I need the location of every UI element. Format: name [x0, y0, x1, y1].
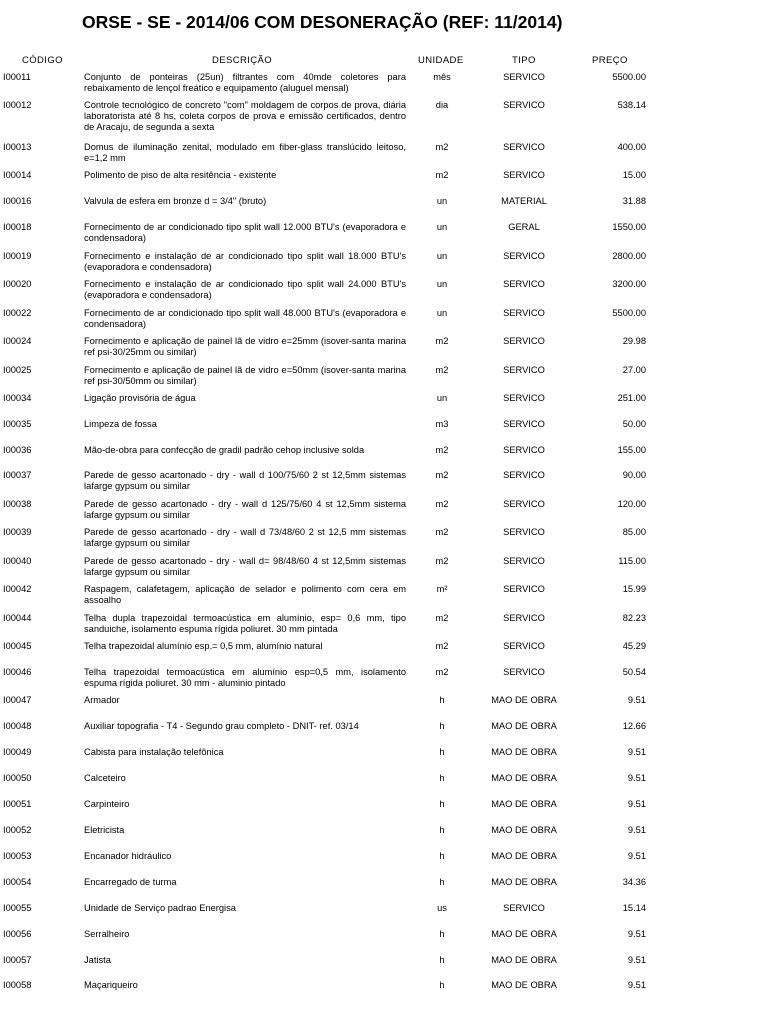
- cell-preco: 9.51: [627, 851, 646, 861]
- cell-unidade: m2: [435, 499, 449, 509]
- cell-preco: 5500.00: [612, 308, 646, 318]
- cell-preco: 3200.00: [612, 279, 646, 289]
- cell-tipo: SERVICO: [503, 613, 545, 623]
- cell-preco: 251.00: [617, 393, 646, 403]
- cell-tipo: SERVICO: [503, 279, 545, 289]
- cell-preco: 45.29: [622, 641, 646, 651]
- cell-preco: 90.00: [622, 470, 646, 480]
- cell-descricao: Eletricista: [84, 825, 125, 835]
- header-preco: PREÇO: [592, 55, 628, 66]
- cell-codigo: I00034: [3, 393, 32, 403]
- cell-unidade: un: [436, 393, 448, 403]
- cell-codigo: I00051: [3, 799, 32, 809]
- cell-preco: 538.14: [617, 100, 646, 110]
- cell-tipo: SERVICO: [503, 556, 545, 566]
- cell-descricao: Telha trapezoidal termoacústica em alumínio esp=0,5 mm, isolamento espuma rígida poliuret. 30 mm - aluminio pintado: [84, 667, 406, 689]
- cell-tipo: SERVICO: [503, 470, 545, 480]
- cell-descricao: Armador: [84, 695, 120, 705]
- cell-codigo: I00057: [3, 955, 32, 965]
- cell-tipo: MAO DE OBRA: [491, 980, 557, 990]
- cell-preco: 50.00: [622, 419, 646, 429]
- cell-descricao: Fornecimento e aplicação de painel lã de vidro e=50mm (isover-santa marina ref psi-30/50mm ou similar): [84, 365, 406, 387]
- cell-preco: 115.00: [618, 556, 646, 566]
- cell-tipo: SERVICO: [503, 641, 545, 651]
- cell-tipo: SERVICO: [503, 365, 545, 375]
- cell-tipo: MAO DE OBRA: [491, 721, 557, 731]
- cell-codigo: I00049: [3, 747, 32, 757]
- cell-tipo: SERVICO: [503, 419, 545, 429]
- cell-codigo: I00035: [3, 419, 32, 429]
- header-tipo: TIPO: [512, 55, 536, 66]
- cell-codigo: I00024: [3, 336, 32, 346]
- cell-codigo: I00047: [3, 695, 32, 705]
- cell-preco: 50.54: [622, 667, 646, 677]
- cell-preco: 85.00: [622, 527, 646, 537]
- cell-codigo: I00025: [3, 365, 32, 375]
- cell-tipo: SERVICO: [503, 336, 545, 346]
- cell-unidade: h: [439, 695, 445, 705]
- cell-tipo: SERVICO: [503, 393, 545, 403]
- cell-tipo: MAO DE OBRA: [491, 851, 557, 861]
- cell-tipo: SERVICO: [503, 584, 545, 594]
- cell-tipo: SERVICO: [503, 527, 545, 537]
- cell-descricao: Encanador hidráulico: [84, 851, 172, 861]
- cell-unidade: m²: [436, 584, 448, 594]
- cell-codigo: I00056: [3, 929, 32, 939]
- cell-descricao: Controle tecnológico de concreto "com" moldagem de corpos de prova, diária laboratorista até 8 hs, coleta corpos de prova e emissão certificados, dentro de Aracaju, de segunda a sexta: [84, 100, 406, 133]
- cell-preco: 400.00: [617, 142, 646, 152]
- cell-tipo: MAO DE OBRA: [491, 799, 557, 809]
- cell-unidade: m2: [435, 470, 449, 480]
- cell-codigo: I00011: [3, 72, 31, 82]
- cell-codigo: I00058: [3, 980, 32, 990]
- cell-tipo: SERVICO: [503, 251, 545, 261]
- cell-codigo: I00020: [3, 279, 32, 289]
- cell-tipo: MAO DE OBRA: [491, 877, 557, 887]
- cell-unidade: m2: [435, 445, 449, 455]
- cell-tipo: SERVICO: [503, 499, 545, 509]
- cell-descricao: Fornecimento de ar condicionado tipo split wall 12.000 BTU's (evaporadora e condensadora): [84, 222, 406, 244]
- cell-tipo: SERVICO: [503, 445, 545, 455]
- cell-codigo: I00055: [3, 903, 32, 913]
- cell-descricao: Carpinteiro: [84, 799, 130, 809]
- cell-tipo: MAO DE OBRA: [491, 747, 557, 757]
- cell-codigo: I00054: [3, 877, 32, 887]
- cell-tipo: MAO DE OBRA: [491, 955, 557, 965]
- cell-tipo: MATERIAL: [501, 196, 547, 206]
- cell-unidade: m2: [435, 667, 449, 677]
- cell-unidade: m2: [435, 556, 449, 566]
- cell-tipo: GERAL: [508, 222, 540, 232]
- cell-tipo: SERVICO: [503, 72, 545, 82]
- cell-unidade: un: [436, 308, 448, 318]
- cell-tipo: MAO DE OBRA: [491, 825, 557, 835]
- cell-descricao: Telha trapezoidal alumínio esp.= 0,5 mm, alumínio natural: [84, 641, 323, 651]
- cell-descricao: Calceteiro: [84, 773, 126, 783]
- cell-unidade: m2: [435, 527, 449, 537]
- cell-preco: 9.51: [627, 747, 646, 757]
- cell-preco: 34.36: [622, 877, 646, 887]
- cell-tipo: SERVICO: [503, 170, 545, 180]
- cell-preco: 9.51: [627, 825, 646, 835]
- cell-descricao: Maçariqueiro: [84, 980, 138, 990]
- cell-unidade: m2: [435, 170, 449, 180]
- header-codigo: CÓDIGO: [22, 55, 63, 66]
- cell-codigo: I00052: [3, 825, 32, 835]
- cell-descricao: Cabista para instalação telefônica: [84, 747, 224, 757]
- cell-codigo: I00037: [3, 470, 32, 480]
- cell-unidade: m2: [435, 365, 449, 375]
- header-descricao: DESCRIÇÃO: [212, 55, 273, 66]
- cell-unidade: dia: [435, 100, 449, 110]
- cell-descricao: Conjunto de ponteiras (25un) filtrantes com 40mde coletores para rebaixamento de lençol freático e equipamento (aluguel mensal): [84, 72, 406, 94]
- cell-preco: 9.51: [627, 955, 646, 965]
- cell-descricao: Fornecimento e aplicação de painel lã de vidro e=25mm (isover-santa marina ref psi-30/25mm ou similar): [84, 336, 406, 358]
- cell-unidade: h: [439, 929, 445, 939]
- cell-preco: 9.51: [627, 695, 646, 705]
- cell-preco: 29.98: [622, 336, 646, 346]
- cell-preco: 15.14: [622, 903, 646, 913]
- cell-preco: 9.51: [627, 773, 646, 783]
- cell-unidade: m2: [435, 142, 449, 152]
- cell-preco: 5500.00: [612, 72, 646, 82]
- cell-codigo: I00045: [3, 641, 32, 651]
- cell-codigo: I00040: [3, 556, 32, 566]
- cell-codigo: I00044: [3, 613, 32, 623]
- cell-unidade: un: [436, 279, 448, 289]
- cell-codigo: I00042: [3, 584, 32, 594]
- cell-descricao: Ligação provisória de água: [84, 393, 196, 403]
- cell-codigo: I00046: [3, 667, 32, 677]
- cell-preco: 31.88: [622, 196, 646, 206]
- cell-codigo: I00012: [3, 100, 32, 110]
- cell-preco: 120.00: [617, 499, 646, 509]
- cell-preco: 15.00: [622, 170, 646, 180]
- cell-preco: 2800.00: [612, 251, 646, 261]
- cell-descricao: Mão-de-obra para confecção de gradil padrão cehop inclusive solda: [84, 445, 365, 455]
- cell-descricao: Fornecimento e instalação de ar condicionado tipo split wall 18.000 BTU's (evaporadora e condensadora): [84, 251, 406, 273]
- cell-unidade: h: [439, 773, 445, 783]
- cell-descricao: Parede de gesso acartonado - dry - wall d 100/75/60 2 st 12,5mm sistemas lafarge gypsum ou similar: [84, 470, 406, 492]
- cell-descricao: Fornecimento e instalação de ar condicionado tipo split wall 24.000 BTU's (evaporadora e condensadora): [84, 279, 406, 301]
- header-unidade: UNIDADE: [418, 55, 464, 66]
- cell-descricao: Serralheiro: [84, 929, 130, 939]
- cell-unidade: m2: [435, 613, 449, 623]
- cell-codigo: I00014: [3, 170, 32, 180]
- cell-unidade: us: [437, 903, 447, 913]
- cell-descricao: Parede de gesso acartonado - dry - wall d 125/75/60 4 st 12,5mm sistema lafarge gypsum ou similar: [84, 499, 406, 521]
- cell-unidade: h: [439, 980, 445, 990]
- cell-preco: 27.00: [622, 365, 646, 375]
- cell-unidade: un: [436, 251, 448, 261]
- cell-unidade: m2: [435, 641, 449, 651]
- cell-descricao: Polimento de piso de alta resitência - existente: [84, 170, 277, 180]
- cell-preco: 12.66: [622, 721, 646, 731]
- cell-codigo: I00036: [3, 445, 32, 455]
- cell-tipo: MAO DE OBRA: [491, 929, 557, 939]
- cell-unidade: m2: [435, 336, 449, 346]
- cell-unidade: h: [439, 851, 445, 861]
- cell-codigo: I00018: [3, 222, 32, 232]
- cell-descricao: Parede de gesso acartonado - dry - wall d= 98/48/60 4 st 12,5mm sistemas lafarge gypsum ou similar: [84, 556, 406, 578]
- cell-preco: 9.51: [627, 799, 646, 809]
- cell-descricao: Parede de gesso acartonado - dry - wall d 73/48/60 2 st 12,5 mm sistemas lafarge gypsum ou similar: [84, 527, 406, 549]
- cell-tipo: MAO DE OBRA: [491, 695, 557, 705]
- cell-tipo: SERVICO: [503, 903, 545, 913]
- cell-preco: 1550.00: [612, 222, 646, 232]
- cell-codigo: I00048: [3, 721, 32, 731]
- cell-unidade: un: [436, 222, 448, 232]
- cell-descricao: Valvula de esfera em bronze d = 3/4" (bruto): [84, 196, 267, 206]
- cell-unidade: h: [439, 721, 445, 731]
- cell-tipo: MAO DE OBRA: [491, 773, 557, 783]
- cell-descricao: Encarregado de turma: [84, 877, 177, 887]
- cell-unidade: un: [436, 196, 448, 206]
- cell-descricao: Unidade de Serviço padrao Energisa: [84, 903, 236, 913]
- cell-codigo: I00050: [3, 773, 32, 783]
- cell-tipo: SERVICO: [503, 308, 545, 318]
- cell-preco: 82.23: [622, 613, 646, 623]
- cell-codigo: I00016: [3, 196, 32, 206]
- cell-preco: 9.51: [627, 929, 646, 939]
- cell-descricao: Fornecimento de ar condicionado tipo split wall 48.000 BTU's (evaporadora e condensadora): [84, 308, 406, 330]
- cell-descricao: Raspagem, calafetagem, aplicação de selador e polimento com cera em assoalho: [84, 584, 406, 606]
- cell-preco: 155.00: [617, 445, 646, 455]
- cell-tipo: SERVICO: [503, 100, 545, 110]
- cell-descricao: Auxiliar topografia - T4 - Segundo grau completo - DNIT- ref. 03/14: [84, 721, 359, 731]
- cell-codigo: I00013: [3, 142, 32, 152]
- page-title: ORSE - SE - 2014/06 COM DESONERAÇÃO (REF: 11/2014): [82, 12, 563, 32]
- cell-descricao: Limpeza de fossa: [84, 419, 157, 429]
- cell-tipo: SERVICO: [503, 142, 545, 152]
- cell-preco: 9.51: [627, 980, 646, 990]
- cell-tipo: SERVICO: [503, 667, 545, 677]
- cell-codigo: I00019: [3, 251, 32, 261]
- cell-codigo: I00039: [3, 527, 32, 537]
- cell-unidade: h: [439, 825, 445, 835]
- cell-unidade: h: [439, 747, 445, 757]
- cell-codigo: I00022: [3, 308, 32, 318]
- cell-unidade: m3: [435, 419, 449, 429]
- cell-codigo: I00038: [3, 499, 32, 509]
- cell-preco: 15.99: [622, 584, 646, 594]
- cell-unidade: h: [439, 799, 445, 809]
- cell-unidade: mês: [433, 72, 451, 82]
- cell-unidade: h: [439, 955, 445, 965]
- cell-descricao: Domus de iluminação zenital, modulado em fiber-glass translúcido leitoso, e=1,2 mm: [84, 142, 406, 164]
- cell-descricao: Telha dupla trapezoidal termoacústica em alumínio, esp= 0,6 mm, tipo sanduiche, isolamento espuma rígida poliuret. 30 mm pintada: [84, 613, 406, 635]
- cell-unidade: h: [439, 877, 445, 887]
- cell-codigo: I00053: [3, 851, 32, 861]
- cell-descricao: Jatista: [84, 955, 111, 965]
